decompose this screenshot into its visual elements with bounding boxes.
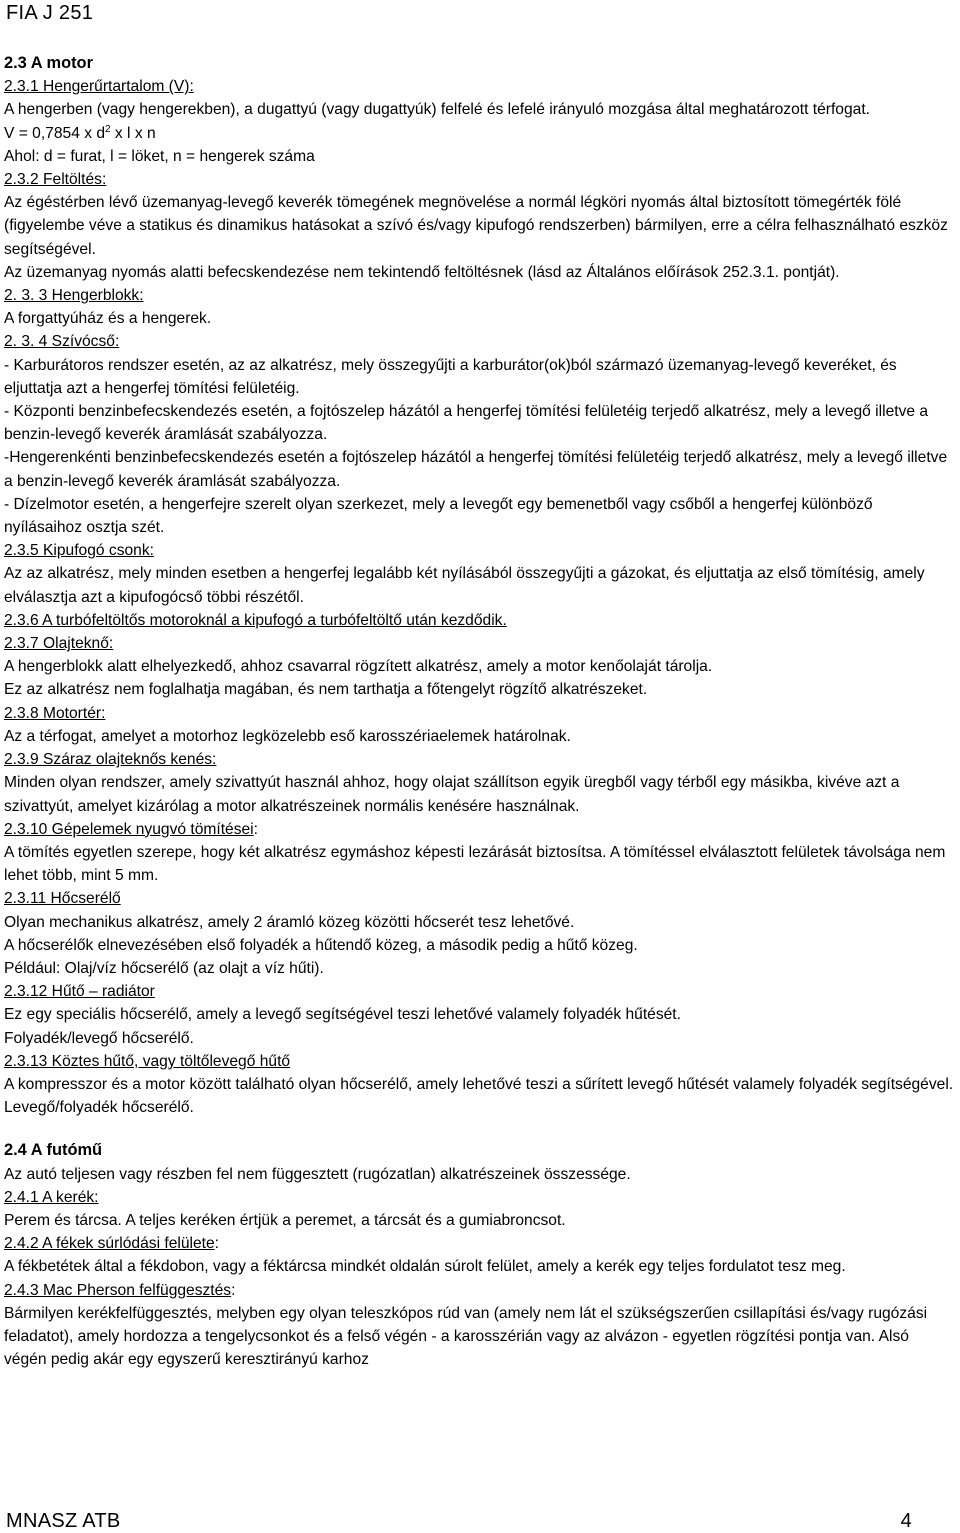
paragraph-2-3-2: Az égéstérben lévő üzemanyag-levegő keverék tömegének megnövelése a normál légköri nyomás által biztosított tömegérték fölé (figyelembe véve a statikus és dinamikus hatásokat a szívó és/vagy kipufogó rendszerben) bármilyen, erre a célra felhasználható eszköz segítségével. [4, 194, 948, 258]
subsection-heading-2-3-12: 2.3.12 Hűtő – radiátor [4, 983, 155, 1001]
page-header: FIA J 251 [6, 2, 94, 24]
document-body [4, 52, 954, 1371]
formula-exponent: 2 [105, 123, 111, 135]
subsection-heading-2-4-2 [4, 1232, 954, 1255]
subsection-heading-2-4-3 [4, 1279, 954, 1302]
paragraph-2-3-2-note: Az üzemanyag nyomás alatti befecskendezése nem tekintendő feltöltésnek (lásd az Általános előírások 252.3.1. pontját). [4, 263, 840, 281]
paragraph-2-3-3: A forgattyúház és a hengerek. [4, 310, 212, 328]
paragraph-2-3-7-a: A hengerblokk alatt elhelyezkedő, ahhoz csavarral rögzített alkatrész, amely a motor kenőolaját tárolja. [4, 658, 713, 676]
formula [4, 122, 954, 145]
formula-legend: Ahol: d = furat, l = löket, n = hengerek száma [4, 147, 315, 165]
subsection-heading-2-3-7: 2.3.7 Olajteknő: [4, 635, 114, 653]
page-number: 4 [900, 1510, 912, 1532]
subsection-heading-2-3-10 [4, 818, 954, 841]
paragraph-2-3-4-a: - Karburátoros rendszer esetén, az az alkatrész, mely összegyűjti a karburátor(ok)ból származó üzemanyag-levegő keveréket, és eljuttatja azt a hengerfej tömítési felületéig. [4, 356, 897, 397]
paragraph-2-3-9: Minden olyan rendszer, amely szivattyút használ ahhoz, hogy olajat szállítson egyik üregből vagy térből egy másikba, kivéve azt a szivattyút, amelyet kizárólag a motor alkatrészeinek normális kenésére használnak. [4, 774, 900, 815]
subsection-heading-2-3-9: 2.3.9 Száraz olajteknős kenés: [4, 751, 217, 769]
paragraph-2-3-12-b: Folyadék/levegő hőcserélő. [4, 1029, 194, 1047]
section-heading-motor: 2.3 A motor [4, 54, 93, 72]
paragraph-futomu: Az autó teljesen vagy részben fel nem függesztett (rugózatlan) alkatrészeinek összessége. [4, 1165, 631, 1183]
subsection-heading-2-3-3: 2. 3. 3 Hengerblokk: [4, 287, 144, 305]
subsection-heading-2-4-1: 2.4.1 A kerék: [4, 1188, 99, 1206]
subsection-title-2-4-3: 2.4.3 Mac Pherson felfüggesztés [4, 1281, 232, 1299]
subsection-heading-2-3-6: 2.3.6 A turbófeltöltős motoroknál a kipufogó a turbófeltöltő után kezdődik. [4, 611, 507, 629]
paragraph-2-4-1: Perem és tárcsa. A teljes keréken értjük a peremet, a tárcsát és a gumiabroncsot. [4, 1211, 566, 1229]
footer-organization: MNASZ ATB [6, 1510, 121, 1532]
paragraph-2-4-3: Bármilyen kerékfelfüggesztés, melyben egy olyan teleszkópos rúd van (amely nem lát el szükségszerűen csillapítási és/vagy rugózási feladatot), amely hordozza a tengelycsonkot és a felső végén - a karosszérián vagy az alvázon - egyetlen rögzítési pontja van. Alsó végén pedig akár egy egyszerű keresztirányú karhoz [4, 1304, 928, 1369]
paragraph-2-3-10: A tömítés egyetlen szerepe, hogy két alkatrész egymáshoz képesti lezárását biztosítsa. A tömítéssel elválasztott felületek távolsága nem lehet több, mint 5 mm. [4, 843, 946, 885]
paragraph-2-3-4-c: -Hengerenkénti benzinbefecskendezés esetén a fojtószelep házától a hengerfej tömítési felületéig terjedő alkatrész, mely a levegő illetve a benzin-levegő keverék áramlását szabályozza. [4, 449, 948, 490]
paragraph-2-3-4-d: - Dízelmotor esetén, a hengerfejre szerelt olyan szerkezet, mely a levegőt egy bemenetből vagy csőből a hengerfej különböző nyílásaihoz osztja szét. [4, 495, 873, 537]
paragraph-2-3-8: Az a térfogat, amelyet a motorhoz legközelebb eső karosszériaelemek határolnak. [4, 727, 571, 745]
paragraph-2-3-5: Az az alkatrész, mely minden esetben a hengerfej legalább két nyílásából összegyűjti a gázokat, és eljuttatja az első tömítésig, amely elválasztja azt a kipufogócső többi részétől. [4, 565, 925, 606]
subsection-heading-2-3-8: 2.3.8 Motortér: [4, 704, 106, 722]
subsection-heading-2-3-2: 2.3.2 Feltöltés: [4, 171, 107, 189]
section-gap [4, 1119, 954, 1139]
section-heading-futomu: 2.4 A futómű [4, 1141, 103, 1160]
paragraph-2-4-2: A fékbetétek által a fékdobon, vagy a féktárcsa mindkét oldalán súrolt felület, amely a kerék egy teljes fordulatot tesz meg. [4, 1258, 846, 1276]
paragraph-2-3-11-b: A hőcserélők elnevezésében első folyadék a hűtendő közeg, a második pedig a hűtő közeg. [4, 936, 638, 954]
subsection-heading-2-3-11: 2.3.11 Hőcserélő [4, 890, 121, 908]
formula-base: V = 0,7854 x d [4, 124, 106, 142]
paragraph-2-3-11-c: Például: Olaj/víz hőcserélő (az olajt a víz hűti). [4, 959, 324, 977]
paragraph-2-3-12-a: Ez egy speciális hőcserélő, amely a levegő segítségével teszi lehetővé valamely folyadék hűtését. [4, 1006, 681, 1024]
subsection-title-2-3-10: 2.3.10 Gépelemek nyugvó tömítései [4, 820, 254, 838]
heading-colon: : [231, 1281, 236, 1299]
formula-rest: x l x n [110, 124, 156, 142]
paragraph-2-3-4-b: - Központi benzinbefecskendezés esetén, a fojtószelep házától a hengerfej tömítési felületéig terjedő alkatrész, mely a levegő illetve a benzin-levegő keverék áramlását szabályozza. [4, 403, 929, 444]
subsection-heading-2-3-5: 2.3.5 Kipufogó csonk: [4, 542, 154, 560]
subsection-heading-2-3-1: 2.3.1 Hengerűrtartalom (V): [4, 78, 194, 96]
subsection-heading-2-3-4: 2. 3. 4 Szívócső: [4, 333, 120, 351]
subsection-title-2-4-2: 2.4.2 A fékek súrlódási felülete [4, 1235, 215, 1253]
heading-colon: : [214, 1235, 219, 1253]
subsection-heading-2-3-13: 2.3.13 Köztes hűtő, vagy töltőlevegő hűtő [4, 1052, 291, 1070]
paragraph-2-3-1: A hengerben (vagy hengerekben), a dugattyú (vagy dugattyúk) felfelé és lefelé irányuló mozgása által meghatározott térfogat. [4, 101, 870, 119]
heading-colon: : [253, 820, 258, 838]
paragraph-2-3-7-b: Ez az alkatrész nem foglalhatja magában, és nem tarthatja a főtengelyt rögzítő alkatrészeket. [4, 681, 648, 699]
paragraph-2-3-11-a: Olyan mechanikus alkatrész, amely 2 áramló közeg közötti hőcserét tesz lehetővé. [4, 913, 575, 931]
paragraph-2-3-13-a: A kompresszor és a motor között található olyan hőcserélő, amely lehetővé teszi a sűrített levegő hűtését valamely folyadék segítségével. [4, 1075, 954, 1093]
paragraph-2-3-13-b: Levegő/folyadék hőcserélő. [4, 1099, 194, 1117]
